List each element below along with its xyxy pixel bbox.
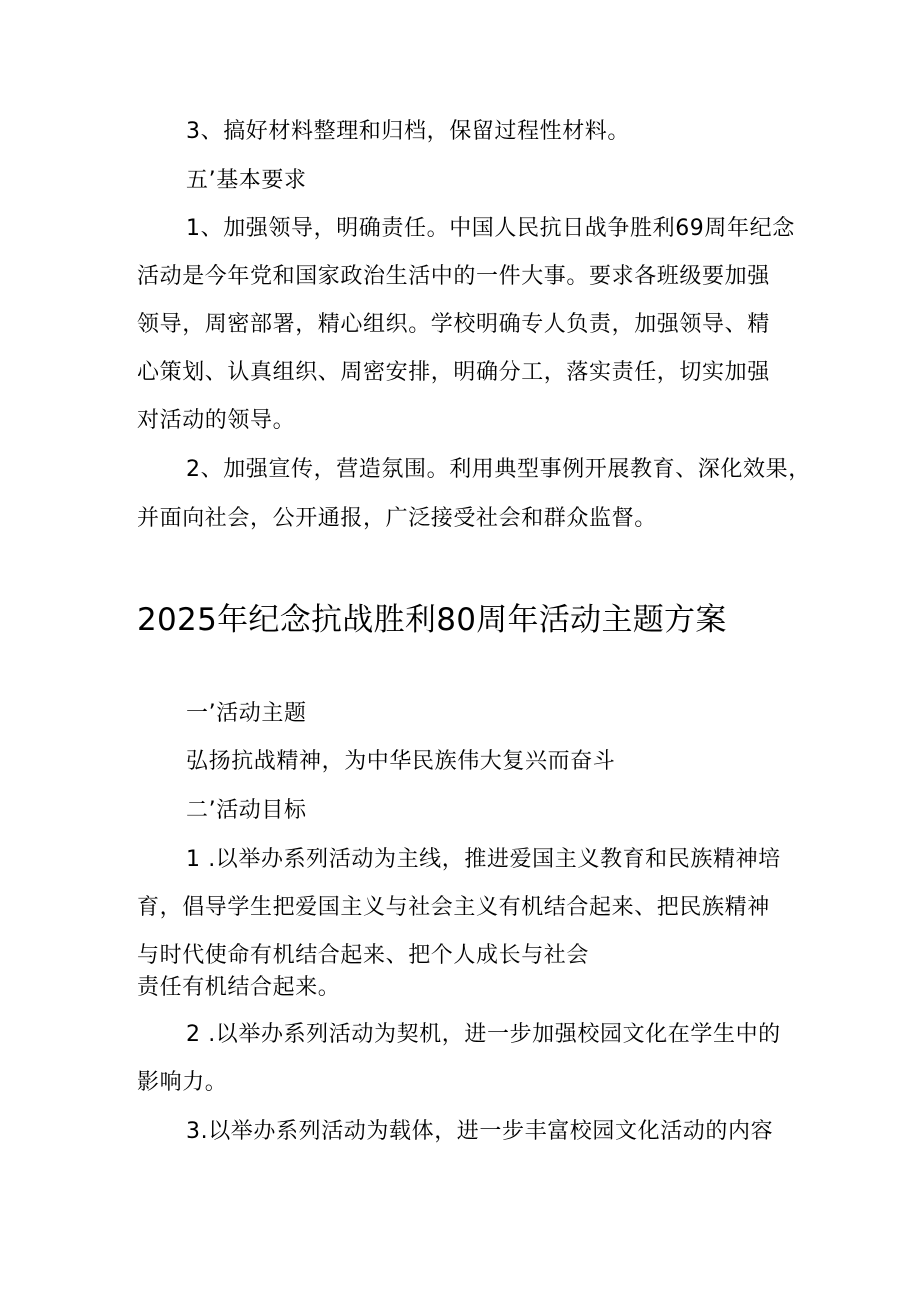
paragraph-line: 领导，周密部署，精心组织。学校明确专人负责，加强领导、精 xyxy=(137,312,770,337)
paragraph-line: 与时代使命有机结合起来、把个人成长与社会 xyxy=(137,943,590,968)
paragraph-line: 1、加强领导，明确责任。中国人民抗日战争胜利69周年纪念 xyxy=(186,216,795,241)
document-title: 2025年纪念抗战胜利80周年活动主题方案 xyxy=(137,602,727,638)
paragraph-line: 并面向社会，公开通报，广泛接受社会和群众监督。 xyxy=(137,506,657,531)
paragraph-line: 影响力。 xyxy=(137,1070,228,1095)
section-heading-requirements: 五’基本要求 xyxy=(186,168,307,193)
section-heading-goals: 二’活动目标 xyxy=(186,798,307,823)
paragraph-line: 责任有机结合起来。 xyxy=(137,975,341,1000)
paragraph-line: 2、加强宣传，营造氛围。利用典型事例开展教育、深化效果， xyxy=(186,457,811,482)
paragraph-line: 活动是今年党和国家政治生活中的一件大事。要求各班级要加强 xyxy=(137,264,770,289)
section-heading-theme: 一’活动主题 xyxy=(186,701,307,726)
paragraph-item-3: 3、搞好材料整理和归档，保留过程性材料。 xyxy=(186,119,630,144)
paragraph-line: 2 .以举办系列活动为契机，进一步加强校园文化在学生中的 xyxy=(186,1022,781,1047)
paragraph-line: 育，倡导学生把爱国主义与社会主义有机结合起来、把民族精神 xyxy=(137,895,770,920)
paragraph-line: 对活动的领导。 xyxy=(137,408,296,433)
paragraph-line: 3.以举办系列活动为载体，进一步丰富校园文化活动的内容 xyxy=(186,1119,774,1144)
theme-text: 弘扬抗战精神，为中华民族伟大复兴而奋斗 xyxy=(186,749,616,774)
paragraph-line: 心策划、认真组织、周密安排，明确分工，落实责任，切实加强 xyxy=(137,360,770,385)
paragraph-line: 1 .以举办系列活动为主线，推进爱国主义教育和民族精神培 xyxy=(186,847,781,872)
